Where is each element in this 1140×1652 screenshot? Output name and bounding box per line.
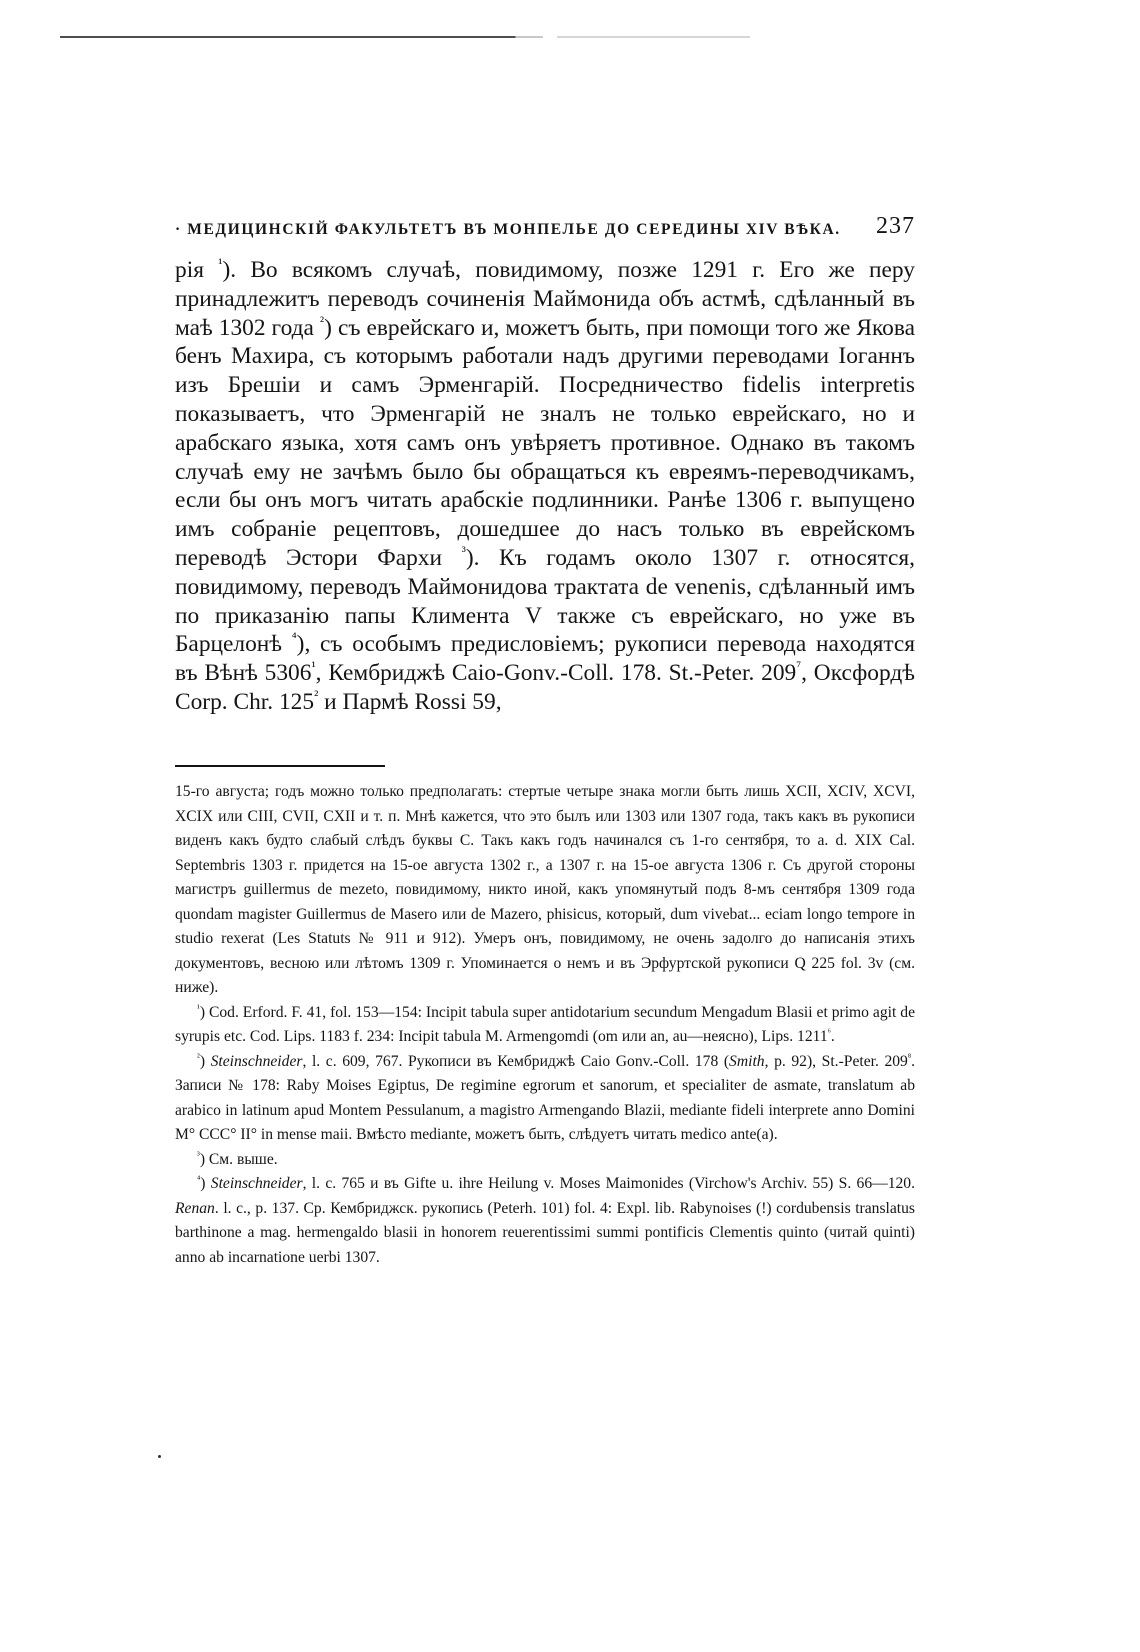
footnote-ref: ² xyxy=(319,313,325,330)
scan-speck xyxy=(158,1455,161,1458)
running-title-text: МЕДИЦИНСКІЙ ФАКУЛЬТЕТЪ ВЪ МОНПЕЛЬЕ ДО СЕРЕДИНЫ XIV ВѢКА. xyxy=(187,221,841,238)
footnote-text: . Записи № 178: Raby Moises Egiptus, De regimine egrorum et sanorum, et specialiter de asmate, translatum ab arabico in latinum apud Montem Pessulanum, a magistro Armengando Blazii, mediante fideli interprete anno Domini M° CCC° II° in mense maii. Вмѣсто mediante, можетъ быть, слѣдуетъ читать medico ante(a). xyxy=(175,1052,916,1143)
footnote-1 xyxy=(175,1001,915,1050)
footnote-text: ) xyxy=(199,1052,211,1070)
footnote-text: . l. c., p. 137. Ср. Кембриджск. рукопись (Peterh. 101) fol. 4: Expl. lib. Rabynoises (!) cordubensis translatus barthinone a mag. hermengaldo blasii in honorem reuerentissimi summi pontificis Clementis quinto (читай quinti) anno ab incarnatione uerbi 1307. xyxy=(175,1199,915,1266)
footnote-3 xyxy=(175,1148,915,1173)
footnote-text: ) См. выше. xyxy=(199,1150,278,1168)
body-text: ). Къ годамъ около 1307 г. относятся, повидимому, переводъ Маймонидова трактата de venenis, сдѣланный имъ по приказанію папы Климента V также съ еврейскаго, но уже въ Барцелонѣ xyxy=(175,544,915,658)
author-name: Steinschneider xyxy=(210,1175,303,1192)
footnote-ref: ¹ xyxy=(218,256,223,273)
footnote-4 xyxy=(175,1172,915,1270)
manuscript-sup: ² xyxy=(314,688,319,705)
body-text: рія xyxy=(175,257,219,283)
scan-top-rule xyxy=(60,36,750,38)
footnote-text: ) xyxy=(200,1175,211,1192)
footnote-mark: ³ xyxy=(197,1150,200,1161)
author-name: Steinschneider xyxy=(210,1052,303,1070)
running-header xyxy=(175,213,915,247)
body-text: , Кембриджѣ Caio-Gonv.-Coll. 178. St.-Peter. 209 xyxy=(315,660,797,687)
footnote-2 xyxy=(175,1050,915,1148)
body-text: ). Во всякомъ случаѣ, повидимому, позже 1291 г. Его же перу принадлежитъ переводъ сочиненія Маймонида объ астмѣ, сдѣланный въ маѣ 1302 года xyxy=(175,257,916,341)
footnote-ref: ⁴ xyxy=(291,630,297,647)
body-text: , Оксфордѣ Corp. Chr. 125 xyxy=(175,660,915,715)
author-name: Smith xyxy=(729,1052,765,1070)
footnote-text: , l. c. 765 и въ Gifte u. ihre Heilung v. Moses Maimonides (Virchow's Archiv. 55) S. 66—120. xyxy=(302,1175,916,1192)
manuscript-sup: ⁷ xyxy=(796,659,802,676)
page-number: 237 xyxy=(876,213,915,239)
manuscript-sup: ¹ xyxy=(311,659,316,676)
body-text: и Пармѣ Rossi 59, xyxy=(318,688,502,715)
footnote-ref: ³ xyxy=(461,544,466,561)
main-text xyxy=(175,256,915,717)
footnote-continuation: 15-го августа; годъ можно только предполагать: стертые четыре знака могли быть лишь XCII, XCIV, XCVI, XCIX или CIII, CVII, CXII и т. п. Мнѣ кажется, что это былъ или 1303 или 1307 года, такъ какъ въ рукописи виденъ какъ будто слабый слѣдъ буквы C. Такъ какъ годъ начинался съ 1-го сентября, то a. d. XIX Cal. Septembris 1303 г. придется на 15-ое августа 1302 г., а 1307 г. на 15-ое августа 1306 г. Съ другой стороны магистръ guillermus de mezeto, повидимому, никто иной, какъ упомянутый подъ 8-мъ сентября 1309 года quondam magister Guillermus de Masero или de Mazero, phisicus, который, dum vivebat... eciam longo tempore in studio rexerat (Les Statuts № 911 и 912). Умеръ онъ, повидимому, не очень задолго до написанія этихъ документовъ, весною или лѣтомъ 1309 г. Упоминается о немъ и въ Эрфуртской рукописи Q 225 fol. 3v (см. ниже). xyxy=(175,783,915,996)
body-paragraph xyxy=(175,256,915,717)
footnote-text: ) Cod. Erford. F. 41, fol. 153—154: Incipit tabula super antidotarium secundum Mengadum Blasii et primo agit de syrupis etc. Cod. Lips. 1183 f. 234: Incipit tabula M. Armengomdi (om или an, au—неясно), Lips. 1211 xyxy=(175,1003,915,1045)
manuscript-sup: ⁸ xyxy=(907,1052,912,1063)
footnote-text: , p. 92), St.-Peter. 209 xyxy=(764,1052,908,1070)
footnote-mark: ² xyxy=(197,1052,200,1063)
body-text: ) съ еврейскаго и, можетъ быть, при помощи того же Якова бенъ Махира, съ которымъ работали надъ другими переводами Іоганнъ изъ Брешіи и самъ Эрменгарій. Посредничество fidelis interpretis показываетъ, что Эрменгарій не зналъ не только еврейскаго, но и арабскаго языка, хотя самъ онъ увѣряетъ противное. Однако въ такомъ случаѣ ему не зачѣмъ было бы обращаться къ евреямъ-переводчикамъ, если бы онъ могъ читать арабскіе подлинники. Ранѣе 1306 г. выпущено имъ собраніе рецептовъ, дошедшее до насъ только въ еврейскомъ переводѣ Эстори Фархи xyxy=(175,314,915,571)
footnote-mark: ¹ xyxy=(197,1003,200,1014)
author-name: Renan xyxy=(175,1199,215,1217)
body-text: ), съ особымъ предисловіемъ; рукописи перевода находятся въ Вѣнѣ 5306 xyxy=(175,631,915,687)
footnote-mark: ⁴ xyxy=(197,1174,201,1185)
running-title xyxy=(175,221,841,239)
header-bullet: · xyxy=(175,221,182,238)
footnote-text: , l. c. 609, 767. Рукописи въ Кембриджѣ Caio Gonv.-Coll. 178 ( xyxy=(302,1052,730,1070)
footnotes xyxy=(175,780,915,1270)
footnote-text: . xyxy=(830,1028,835,1045)
footnote-separator xyxy=(175,765,385,767)
manuscript-sup: ⁶ xyxy=(827,1027,831,1038)
